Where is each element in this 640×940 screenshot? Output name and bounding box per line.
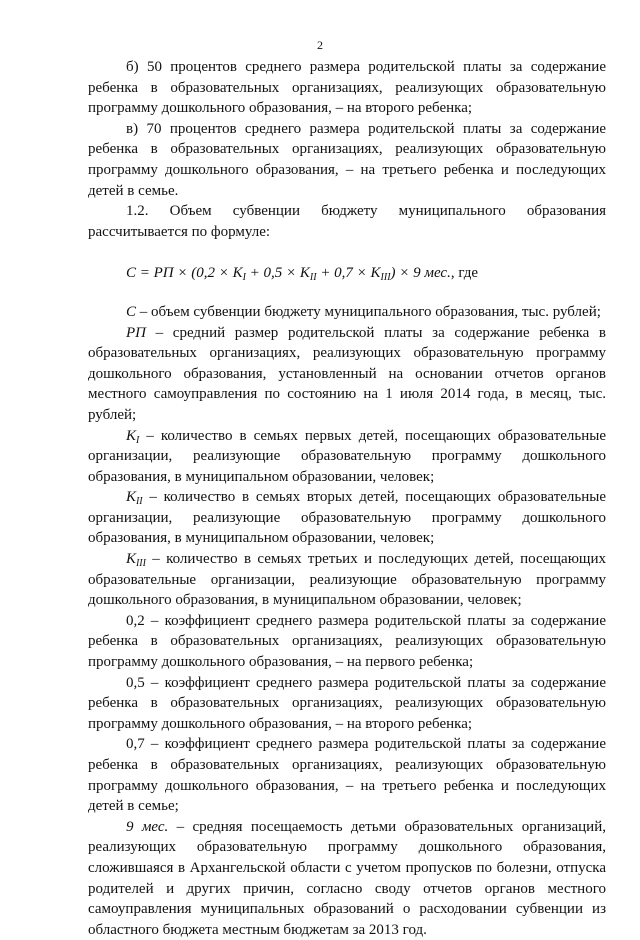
definition-k2-term: К xyxy=(126,489,136,506)
definition-k3-text: – количество в семьях третьих и последующих детей, посещающих образовательные организации, реализующие образовательную программу дошкольного образования, в муниципальном образовании, человек; xyxy=(88,551,606,609)
definition-k1-text: – количество в семьях первых детей, посещающих образовательные организации, реализующие образовательную программу дошкольного образования, в муниципальном образовании, человек; xyxy=(88,427,606,485)
formula-part-3: + 0,7 × К xyxy=(316,265,381,282)
definition-k3-term: К xyxy=(126,551,136,568)
definition-coef-0-2: 0,2 – коэффициент среднего размера родительской платы за содержание ребенка в образовательных организациях, реализующих образовательную программу дошкольного образования, – на первого ребенка; xyxy=(88,612,606,671)
definition-k3 xyxy=(88,549,606,611)
definition-9-months-term: 9 мес. xyxy=(126,818,169,835)
document-body xyxy=(88,57,606,940)
definition-rp-text: – средний размер родительской платы за содержание ребенка в образовательных организациях, реализующих образовательную программу дошкольного образования, установленный на основании отчетов органов местного самоуправления по состоянию на 1 июля 2014 года, в месяц, тыс. рублей; xyxy=(88,324,606,423)
page-number: 2 xyxy=(317,38,323,52)
definition-c xyxy=(88,302,606,323)
definition-rp-term: РП xyxy=(126,324,146,341)
definition-coef-0-5: 0,5 – коэффициент среднего размера родительской платы за содержание ребенка в образовательных организациях, реализующих образовательную программу дошкольного образования, – на второго ребенка; xyxy=(88,674,606,732)
definition-k2-sub: II xyxy=(135,496,143,508)
formula-part-4: ) × 9 мес. xyxy=(390,265,451,282)
definition-rp xyxy=(88,323,606,426)
definition-k1-term: К xyxy=(126,427,136,444)
definition-k3-sub: III xyxy=(135,558,146,570)
subvention-formula xyxy=(88,263,606,284)
formula-part-2: + 0,5 × К xyxy=(245,265,310,282)
definition-k1-sub: I xyxy=(135,434,140,446)
paragraph-1-2: 1.2. Объем субвенции бюджету муниципального образования рассчитывается по формуле: xyxy=(88,203,606,240)
formula-sub-2: II xyxy=(309,272,317,284)
definition-coef-0-7: 0,7 – коэффициент среднего размера родительской платы за содержание ребенка в образовательных организациях, реализующих образовательную программу дошкольного образования, – на третьего ребенка и последующих детей в семье; xyxy=(88,736,606,815)
definition-k1 xyxy=(88,426,606,488)
formula-sub-1: I xyxy=(242,272,246,284)
definition-k2-text: – количество в семьях вторых детей, посещающих образовательные организации, реализующие образовательную программу дошкольного образования, в муниципальном образовании, человек; xyxy=(88,489,606,547)
definition-9-months-text: – средняя посещаемость детьми образовательных организаций, реализующих образовательную программу дошкольного образования, сложившаяся в Архангельской области с учетом пропусков по болезни, отпуска родителей и других причин, согласно своду отчетов органов местного самоуправления муниципальных образований о расходовании субвенции из областного бюджета местным бюджетам за 2013 год. xyxy=(88,818,606,938)
formula-tail: , где xyxy=(450,265,479,282)
paragraph-b: б) 50 процентов среднего размера родительской платы за содержание ребенка в образовательных организациях, реализующих образовательную программу дошкольного образования, – на второго ребенка; xyxy=(88,59,606,117)
formula-sub-3: III xyxy=(380,272,391,284)
definition-c-term: С xyxy=(126,303,137,320)
paragraph-v: в) 70 процентов среднего размера родительской платы за содержание ребенка в образовательных организациях, реализующих образовательную программу дошкольного образования, – на третьего ребенка и последующих детей в семье. xyxy=(88,120,606,199)
formula-part-1: С = РП × (0,2 × К xyxy=(126,265,243,282)
definition-c-text: – объем субвенции бюджету муниципального образования, тыс. рублей; xyxy=(136,303,601,320)
definition-9-months xyxy=(88,817,606,940)
definition-k2 xyxy=(88,487,606,549)
